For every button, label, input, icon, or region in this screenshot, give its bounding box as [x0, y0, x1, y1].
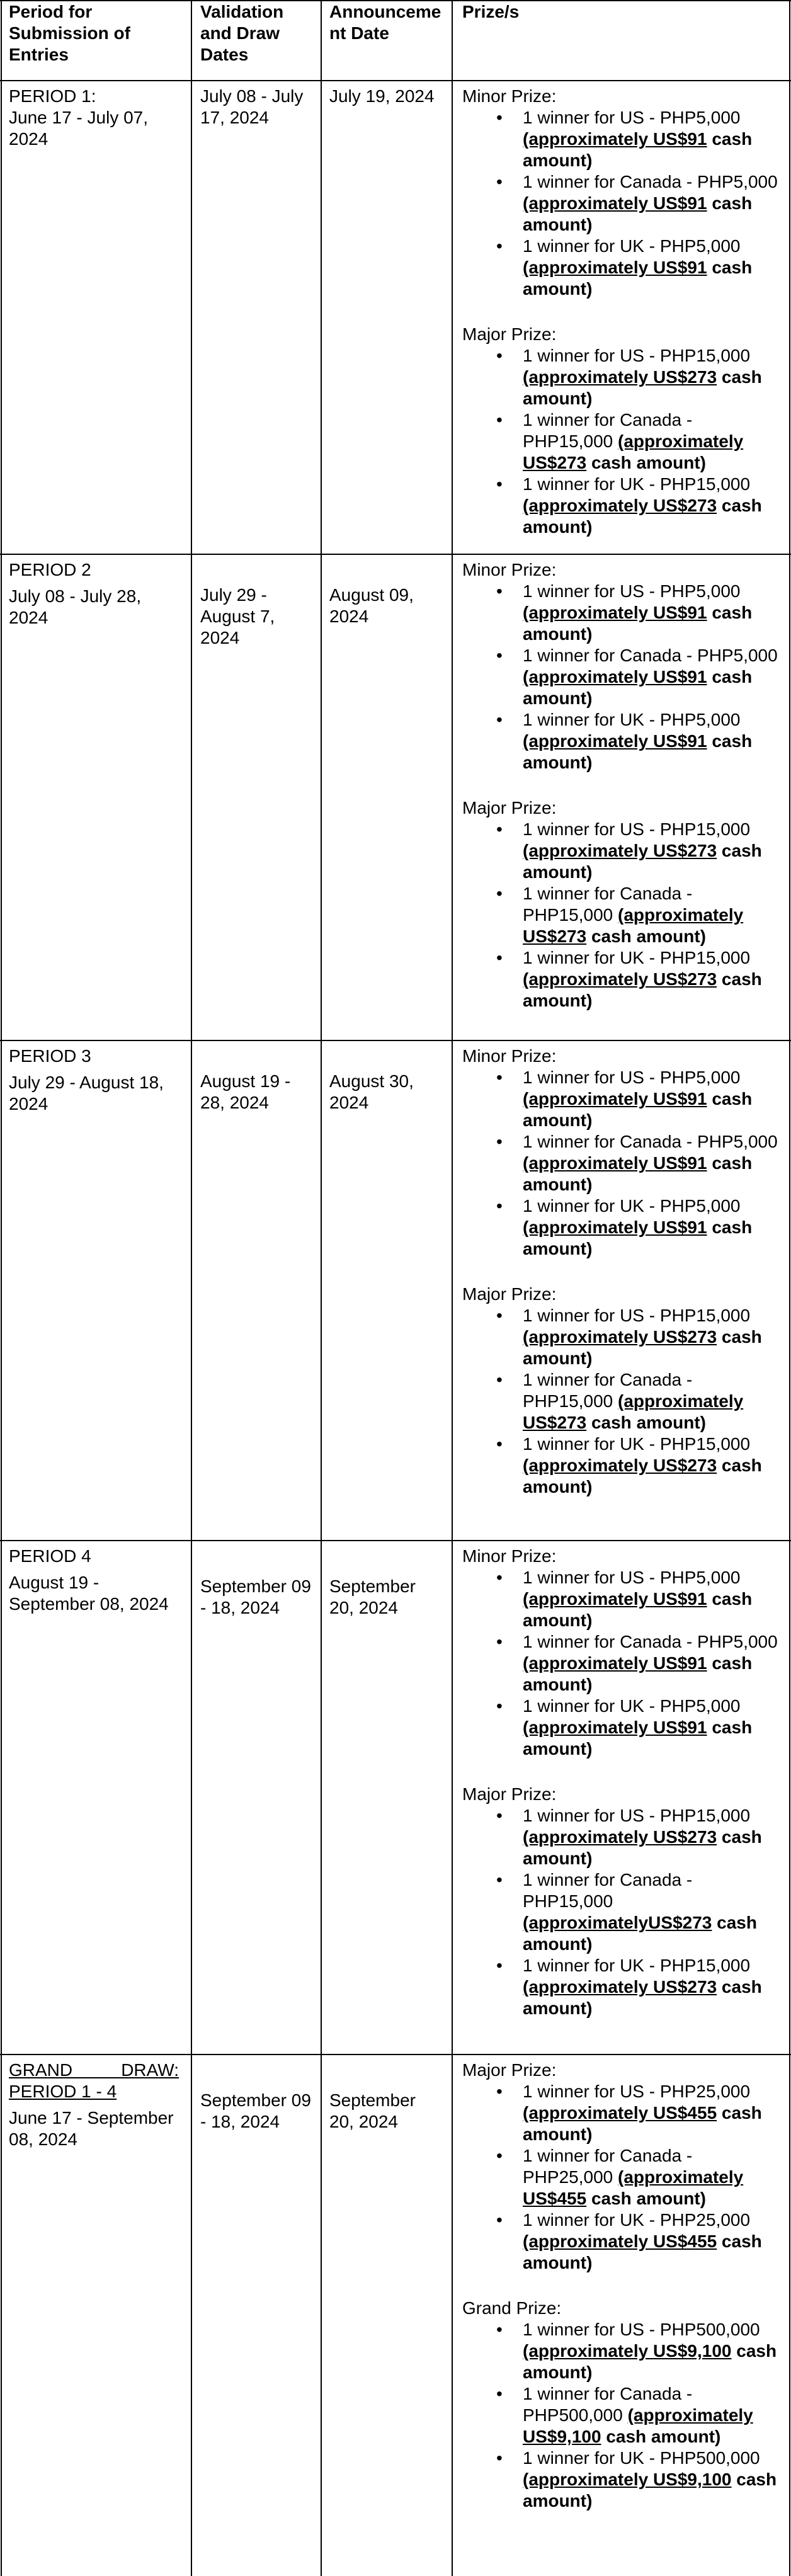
prize-cash-note: cash amount) [601, 2427, 721, 2446]
prize-item [496, 645, 780, 709]
header-period: Period for Submission of Entries [9, 2, 130, 64]
announcement-date: August 09, 2024 [329, 585, 414, 626]
prizes-cell [462, 1046, 780, 1498]
prize-list [496, 1567, 780, 1760]
prize-list [496, 819, 780, 1012]
prize-cash-note: cash amount) [586, 926, 706, 946]
prize-usd-amount: (approximately US$91 [523, 1589, 707, 1609]
prize-section-title: Major Prize: [462, 1784, 557, 1804]
prize-winner-text: 1 winner for Canada - PHP15,000 [523, 1370, 693, 1411]
bullet-icon: • [496, 410, 503, 430]
prize-section-title: Minor Prize: [462, 560, 557, 579]
bullet-icon: • [496, 2210, 503, 2230]
bullet-icon: • [496, 474, 503, 494]
bullet-icon: • [496, 236, 503, 256]
bullet-icon: • [496, 2320, 503, 2339]
prize-winner-text: 1 winner for US - PHP15,000 [523, 819, 751, 839]
prize-list [496, 581, 780, 773]
prize-winner-text: 1 winner for Canada - PHP5,000 [523, 1132, 778, 1151]
prize-usd-amount: (approximately US$273 [523, 1827, 717, 1847]
prize-winner-text: 1 winner for UK - PHP5,000 [523, 236, 741, 256]
bullet-icon: • [496, 1370, 503, 1389]
prize-item [496, 1195, 780, 1260]
prize-usd-amount: (approximately US$455 [523, 2231, 717, 2251]
prize-usd-amount: (approximately US$91 [523, 1718, 707, 1737]
period-label-text: PERIOD 1: [9, 86, 96, 106]
period-dates-text: July 08 - July 28, 2024 [9, 586, 142, 627]
bullet-icon: • [496, 1068, 503, 1087]
bullet-icon: • [496, 2082, 503, 2101]
period-label-text: PERIOD 3 [9, 1046, 91, 1066]
prize-cash-note: cash amount) [523, 2231, 762, 2272]
prize-cash-note: cash amount) [523, 1589, 753, 1630]
prize-usd-amount: (approximately US$9,100 [523, 2405, 753, 2446]
validation-dates: July 08 - July 17, 2024 [200, 86, 304, 127]
prize-winner-text: 1 winner for US - PHP5,000 [523, 1568, 741, 1587]
prize-cash-note: cash amount) [523, 1217, 753, 1258]
prize-winner-text: 1 winner for UK - PHP5,000 [523, 1696, 741, 1716]
prize-cash-note: cash amount) [523, 1653, 753, 1694]
validation-dates: September 09 - 18, 2024 [200, 1576, 311, 1617]
bullet-icon: • [496, 1434, 503, 1454]
prize-usd-amount: (approximately US$273 [523, 1456, 717, 1475]
bullet-icon: • [496, 1632, 503, 1651]
prize-usd-amount: (approximately US$91 [523, 1653, 707, 1673]
prize-usd-amount: (approximately US$273 [523, 1977, 717, 1997]
prizes-cell [462, 559, 780, 1012]
bullet-icon: • [496, 1306, 503, 1325]
bullet-icon: • [496, 1696, 503, 1716]
prize-item [496, 409, 780, 474]
prize-usd-amount: (approximately US$91 [523, 667, 707, 687]
prize-usd-amount: (approximately US$273 [523, 969, 717, 989]
prize-cash-note: cash amount) [523, 1827, 762, 1868]
bullet-icon: • [496, 948, 503, 967]
validation-dates: July 29 - August 7, 2024 [200, 585, 275, 647]
bullet-icon: • [496, 2146, 503, 2165]
prize-section-title: Grand Prize: [462, 2298, 562, 2318]
prize-item [496, 1567, 780, 1631]
prize-winner-text: 1 winner for US - PHP15,000 [523, 346, 751, 365]
prize-item [496, 1433, 780, 1498]
period-cell [9, 1046, 185, 1115]
prize-usd-amount: (approximately US$455 [523, 2167, 744, 2208]
prize-item [496, 2145, 780, 2209]
prize-winner-text: 1 winner for Canada - PHP5,000 [523, 172, 778, 191]
prize-winner-text: 1 winner for US - PHP5,000 [523, 1068, 741, 1087]
prize-winner-text: 1 winner for US - PHP5,000 [523, 581, 741, 601]
prize-item [496, 171, 780, 236]
prize-usd-amount: (approximately US$273 [523, 431, 744, 472]
prize-item [496, 709, 780, 773]
prize-section-title: Minor Prize: [462, 1546, 557, 1566]
period-cell [9, 1546, 185, 1615]
prize-cash-note: cash amount) [523, 1089, 753, 1130]
prize-cash-note: cash amount) [523, 367, 762, 408]
announcement-date: August 30, 2024 [329, 1071, 414, 1112]
prizes-cell [462, 1546, 780, 2019]
prize-item [496, 345, 780, 409]
validation-dates: August 19 - 28, 2024 [200, 1071, 291, 1112]
prize-item [496, 1067, 780, 1131]
prize-winner-text: 1 winner for UK - PHP15,000 [523, 948, 751, 967]
period-label-text: GRAND DRAW: PERIOD 1 - 4 [9, 2060, 179, 2101]
prize-cash-note: cash amount) [523, 2470, 777, 2510]
prize-usd-amount: (approximately US$273 [523, 905, 744, 946]
header-prizes: Prize/s [462, 2, 520, 21]
prizes-cell [462, 2060, 780, 2512]
period-label-text: PERIOD 4 [9, 1546, 91, 1566]
prize-item [496, 1369, 780, 1433]
prize-cash-note: cash amount) [523, 2103, 762, 2144]
header-announcement: Announcement Date [329, 2, 441, 43]
bullet-icon: • [496, 710, 503, 729]
prize-usd-amount: (approximately US$91 [523, 1089, 707, 1108]
header-validation: Validation and Draw Dates [200, 2, 284, 64]
prize-section-title: Major Prize: [462, 1284, 557, 1304]
prize-cash-note: cash amount) [523, 1977, 762, 2018]
prize-item [496, 107, 780, 171]
prize-cash-note: cash amount) [586, 1413, 706, 1432]
prize-item [496, 883, 780, 947]
prize-item [496, 2383, 780, 2448]
prize-section-title: Major Prize: [462, 798, 557, 818]
prize-usd-amount: (approximately US$273 [523, 1391, 744, 1432]
period-label-text: PERIOD 2 [9, 560, 91, 579]
prize-winner-text: 1 winner for Canada - PHP15,000 [523, 410, 693, 451]
prize-item [496, 1131, 780, 1195]
prize-usd-amount: (approximately US$9,100 [523, 2341, 732, 2361]
period-cell [9, 86, 185, 150]
prize-winner-text: 1 winner for Canada - PHP15,000 [523, 884, 693, 925]
prize-usd-amount: (approximately US$455 [523, 2103, 717, 2123]
bullet-icon: • [496, 1806, 503, 1825]
bullet-icon: • [496, 1870, 503, 1889]
bullet-icon: • [496, 1196, 503, 1216]
prize-list [496, 345, 780, 538]
prize-winner-text: 1 winner for US - PHP15,000 [523, 1306, 751, 1325]
prize-item [496, 2209, 780, 2274]
prize-usd-amount: (approximately US$91 [523, 258, 707, 277]
prize-usd-amount: (approximately US$9,100 [523, 2470, 732, 2489]
validation-dates: September 09 - 18, 2024 [200, 2090, 311, 2131]
period-cell [9, 559, 185, 629]
prize-usd-amount: (approximately US$273 [523, 841, 717, 860]
bullet-icon: • [496, 884, 503, 903]
prize-winner-text: 1 winner for Canada - PHP5,000 [523, 646, 778, 665]
prize-cash-note: cash amount) [523, 841, 762, 882]
prize-item [496, 1631, 780, 1695]
bullet-icon: • [496, 2448, 503, 2468]
bullet-icon: • [496, 1568, 503, 1587]
bullet-icon: • [496, 172, 503, 191]
bullet-icon: • [496, 581, 503, 601]
prize-usd-amount: (approximately US$91 [523, 731, 707, 751]
prize-usd-amount: (approximately US$273 [523, 367, 717, 387]
announcement-date: September 20, 2024 [329, 2090, 416, 2131]
prize-item [496, 2319, 780, 2383]
prize-cash-note: cash amount) [523, 193, 753, 234]
bullet-icon: • [496, 346, 503, 365]
prize-cash-note: cash amount) [523, 667, 753, 708]
period-dates-text: June 17 - July 07, 2024 [9, 108, 149, 149]
bullet-icon: • [496, 2384, 503, 2403]
prize-winner-text: 1 winner for UK - PHP15,000 [523, 474, 751, 494]
prize-winner-text: 1 winner for Canada - PHP15,000 [523, 1870, 693, 1911]
prize-list [496, 1805, 780, 2019]
prize-list [496, 107, 780, 300]
prize-usd-amount: (approximately US$91 [523, 603, 707, 622]
prize-list [496, 1067, 780, 1260]
prize-winner-text: 1 winner for UK - PHP25,000 [523, 2210, 751, 2230]
prize-usd-amount: (approximatelyUS$273 [523, 1913, 712, 1932]
prize-winner-text: 1 winner for UK - PHP5,000 [523, 1196, 741, 1216]
prize-list [496, 2319, 780, 2512]
prize-cash-note: cash amount) [523, 2341, 777, 2382]
prize-section-title: Minor Prize: [462, 86, 557, 106]
prize-usd-amount: (approximately US$91 [523, 193, 707, 213]
prize-cash-note: cash amount) [523, 969, 762, 1010]
prize-list [496, 1305, 780, 1498]
prize-winner-text: 1 winner for US - PHP500,000 [523, 2320, 760, 2339]
prize-cash-note: cash amount) [523, 1718, 753, 1758]
prize-winner-text: 1 winner for UK - PHP15,000 [523, 1956, 751, 1975]
prize-winner-text: 1 winner for US - PHP25,000 [523, 2082, 751, 2101]
prize-item [496, 581, 780, 645]
prize-item [496, 1695, 780, 1760]
period-dates-text: June 17 - September 08, 2024 [9, 2108, 174, 2149]
announcement-date: September 20, 2024 [329, 1576, 416, 1617]
prizes-cell [462, 86, 780, 538]
prize-item [496, 2448, 780, 2512]
prize-item [496, 236, 780, 300]
prize-winner-text: 1 winner for US - PHP15,000 [523, 1806, 751, 1825]
prize-item [496, 1305, 780, 1369]
prize-usd-amount: (approximately US$91 [523, 129, 707, 149]
prize-section-title: Major Prize: [462, 324, 557, 344]
prize-section-title: Minor Prize: [462, 1046, 557, 1066]
prize-item [496, 819, 780, 883]
period-cell [9, 2060, 185, 2150]
prize-winner-text: 1 winner for Canada - PHP500,000 [523, 2384, 693, 2425]
period-dates-text: July 29 - August 18, 2024 [9, 1073, 164, 1114]
bullet-icon: • [496, 819, 503, 839]
prize-usd-amount: (approximately US$273 [523, 496, 717, 515]
prize-cash-note: cash amount) [523, 496, 762, 537]
bullet-icon: • [496, 646, 503, 665]
bullet-icon: • [496, 108, 503, 127]
prize-item [496, 2081, 780, 2145]
prize-list [496, 2081, 780, 2274]
prize-item [496, 1805, 780, 1869]
prize-cash-note: cash amount) [523, 731, 753, 772]
announcement-date: July 19, 2024 [329, 86, 435, 106]
prize-winner-text: 1 winner for UK - PHP500,000 [523, 2448, 760, 2468]
prize-cash-note: cash amount) [586, 2189, 706, 2208]
period-dates-text: August 19 - September 08, 2024 [9, 1573, 169, 1614]
prize-item [496, 1955, 780, 2019]
prize-item [496, 1869, 780, 1955]
prize-usd-amount: (approximately US$91 [523, 1153, 707, 1173]
prize-cash-note: cash amount) [523, 1327, 762, 1368]
prize-usd-amount: (approximately US$91 [523, 1217, 707, 1237]
prize-winner-text: 1 winner for Canada - PHP25,000 [523, 2146, 693, 2187]
prize-usd-amount: (approximately US$273 [523, 1327, 717, 1347]
prize-cash-note: cash amount) [523, 1456, 762, 1496]
prize-cash-note: cash amount) [523, 1913, 757, 1954]
bullet-icon: • [496, 1132, 503, 1151]
prize-section-title: Major Prize: [462, 2060, 557, 2080]
prize-cash-note: cash amount) [523, 603, 753, 644]
prize-cash-note: cash amount) [586, 453, 706, 472]
prize-item [496, 474, 780, 538]
prize-cash-note: cash amount) [523, 129, 753, 170]
prize-winner-text: 1 winner for Canada - PHP5,000 [523, 1632, 778, 1651]
prize-winner-text: 1 winner for US - PHP5,000 [523, 108, 741, 127]
prize-winner-text: 1 winner for UK - PHP5,000 [523, 710, 741, 729]
prize-cash-note: cash amount) [523, 1153, 753, 1194]
bullet-icon: • [496, 1956, 503, 1975]
prize-winner-text: 1 winner for UK - PHP15,000 [523, 1434, 751, 1454]
prize-item [496, 947, 780, 1012]
prize-cash-note: cash amount) [523, 258, 753, 299]
